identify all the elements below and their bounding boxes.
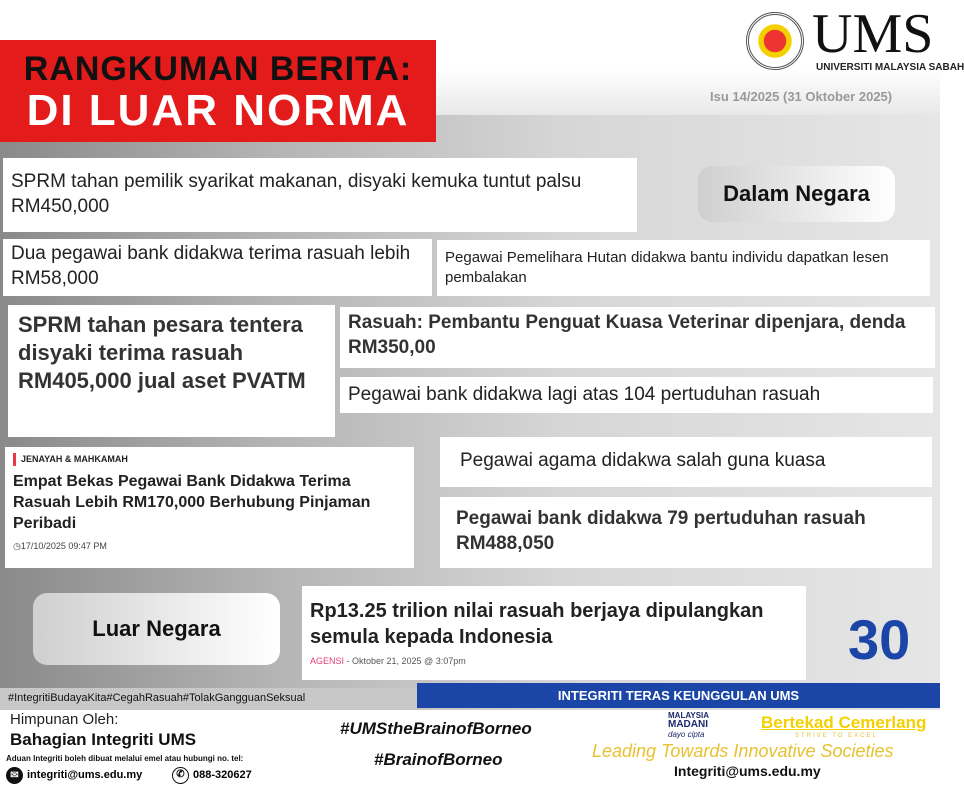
clock-icon: ◷ (13, 541, 21, 552)
headline: Pegawai agama didakwa salah guna kuasa (460, 450, 826, 471)
ums-30-anniversary-logo: 30 (848, 608, 911, 671)
hashtag-bar (0, 688, 417, 710)
title-line2: DI LUAR NORMA (26, 86, 410, 135)
news-card[interactable] (440, 497, 932, 568)
hashtag-brain-of-borneo-ums: #UMStheBrainofBorneo (340, 719, 532, 738)
hashtags: #IntegritiBudayaKita#CegahRasuah#TolakGangguanSeksual (8, 692, 306, 704)
hashtag-brain-of-borneo: #BrainofBorneo (374, 750, 503, 769)
featured-news-card[interactable] (5, 447, 414, 568)
compiled-by-label: Himpunan Oleh: (10, 711, 119, 728)
headline: SPRM tahan pemilik syarikat makanan, disyaki kemuka tuntut palsu RM450,000 (11, 171, 582, 217)
section-dalam-negara: Dalam Negara (698, 166, 895, 222)
ums-crest-logo (746, 12, 804, 70)
email: integriti@ums.edu.my (27, 769, 143, 781)
timestamp: 17/10/2025 09:47 PM (20, 541, 107, 552)
source: AGENSI (310, 656, 345, 666)
news-card[interactable] (437, 240, 930, 296)
news-card[interactable] (8, 305, 335, 437)
integrity-email[interactable]: Integriti@ums.edu.my (674, 763, 821, 779)
section-luar-negara: Luar Negara (33, 593, 280, 665)
headline: Rp13.25 trilion nilai rasuah berjaya dipulangkan semula kepada Indonesia (310, 600, 764, 648)
unit-name: Bahagian Integriti UMS (10, 730, 197, 749)
title-line1: RANGKUMAN BERITA: (23, 50, 413, 88)
integrity-banner (417, 683, 940, 708)
tagline: Leading Towards Innovative Societies (592, 741, 894, 761)
news-card[interactable] (3, 158, 637, 232)
mail-icon: ✉ (6, 767, 23, 784)
category-marker (13, 453, 16, 466)
headline: Dua pegawai bank didakwa terima rasuah lebih RM58,000 (11, 243, 411, 289)
banner-text: INTEGRITI TERAS KEUNGGULAN UMS (557, 688, 800, 703)
headline: Rasuah: Pembantu Penguat Kuasa Veterinar dipenjara, denda RM350,00 (348, 312, 906, 358)
foreign-news-card[interactable] (302, 586, 806, 680)
headline: Pegawai bank didakwa 79 pertuduhan rasuah RM488,050 (456, 508, 866, 554)
news-card[interactable] (3, 239, 432, 296)
phone-icon: ✆ (172, 767, 189, 784)
news-card[interactable] (340, 307, 935, 368)
malaysia-madani-logo: MALAYSIA MADANI dayo cipta (668, 711, 710, 739)
headline: Pegawai bank didakwa lagi atas 104 pertuduhan rasuah (348, 384, 821, 405)
title-banner (0, 40, 436, 142)
phone: 088-320627 (193, 769, 252, 781)
news-card[interactable] (340, 377, 933, 413)
email-contact[interactable] (6, 767, 142, 784)
issue-label: Isu 14/2025 (31 Oktober 2025) (710, 89, 893, 104)
ums-logo-sub: UNIVERSITI MALAYSIA SABAH (816, 62, 964, 73)
ums-logo-text: UMS (812, 3, 934, 65)
category-label: JENAYAH & MAHKAMAH (21, 453, 128, 464)
headline: Pegawai Pemelihara Hutan didakwa bantu individu dapatkan lesen pembalakan (445, 249, 889, 286)
date: - Oktober 21, 2025 @ 3:07pm (344, 656, 466, 666)
slogan-sub: STRIVE TO EXCEL (795, 733, 878, 739)
complaint-text: Aduan Integriti boleh dibuat melalui emel atau hubungi no. tel: (6, 754, 244, 763)
slogan: Bertekad Cemerlang (761, 713, 927, 732)
headline: SPRM tahan pesara tentera disyaki terima rasuah RM405,000 jual aset PVATM (18, 312, 306, 393)
news-card[interactable] (440, 437, 932, 487)
headline: Empat Bekas Pegawai Bank Didakwa Terima Rasuah Lebih RM170,000 Berhubung Pinjaman Peribadi (13, 473, 371, 532)
phone-contact[interactable] (172, 767, 252, 784)
